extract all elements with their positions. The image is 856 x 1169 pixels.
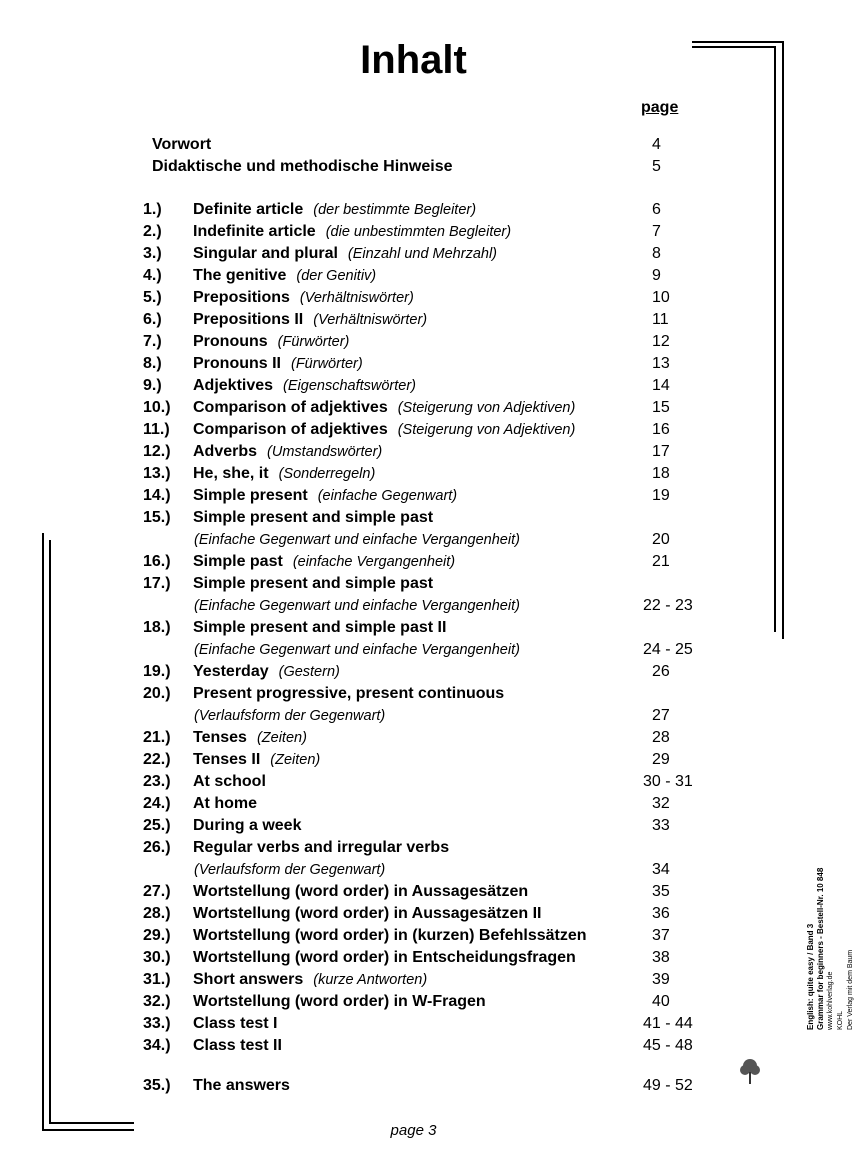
publisher-slogan: Der Verlag mit dem Baum	[847, 949, 854, 1030]
entry-title-text: Tenses II	[193, 751, 261, 768]
publisher-name: KOHL	[837, 1010, 844, 1030]
entry-german-note: (Sonderregeln)	[278, 466, 376, 482]
entry-title	[193, 771, 266, 793]
entry-title-text: Wortstellung (word order) in Aussagesätzen II	[193, 905, 542, 922]
entry-german-note: (einfache Gegenwart)	[317, 488, 458, 504]
toc-entry-row	[0, 749, 827, 771]
toc-entry-row	[0, 727, 827, 749]
page-number: 10	[652, 289, 670, 306]
entry-number: 26.)	[143, 839, 171, 856]
entry-title-text: Tenses	[193, 729, 247, 746]
entry-title-text: At school	[193, 773, 266, 790]
toc-entry-subrow	[0, 639, 827, 661]
toc-entry-row	[0, 815, 827, 837]
page-number: 8	[652, 245, 661, 262]
entry-title-text: During a week	[193, 817, 302, 834]
entry-german-subtitle: (Einfache Gegenwart und einfache Vergangenheit)	[194, 642, 520, 658]
toc-entry-row	[0, 1013, 827, 1035]
entry-title-text: Comparison of adjektives	[193, 421, 388, 438]
toc-entry-row	[0, 1075, 827, 1097]
page-number: 9	[652, 267, 661, 284]
entry-number: 20.)	[143, 685, 171, 702]
entry-title	[193, 441, 382, 463]
entry-number: 28.)	[143, 905, 171, 922]
entry-title-text: Definite article	[193, 201, 304, 218]
entry-number: 31.)	[143, 971, 171, 988]
entry-german-note: (einfache Vergangenheit)	[292, 554, 456, 570]
entry-title-text: Simple present and simple past	[193, 509, 434, 526]
entry-german-note: (Einzahl und Mehrzahl)	[347, 246, 498, 262]
entry-number: 12.)	[143, 443, 171, 460]
page-number: 33	[652, 817, 670, 834]
entry-number: 13.)	[143, 465, 171, 482]
toc-entry-row	[0, 375, 827, 397]
entry-number: 24.)	[143, 795, 171, 812]
entry-title-text: Wortstellung (word order) in Aussagesätzen	[193, 883, 529, 900]
page-number: 39	[652, 971, 670, 988]
entry-title-text: At home	[193, 795, 257, 812]
entry-german-note: (Verhältniswörter)	[313, 312, 428, 328]
entry-number: 8.)	[143, 355, 162, 372]
entry-title	[193, 1013, 277, 1035]
toc-entry-row	[0, 947, 827, 969]
page-number: 19	[652, 487, 670, 504]
entry-number: 23.)	[143, 773, 171, 790]
entry-german-subtitle: (Einfache Gegenwart und einfache Vergangenheit)	[194, 532, 520, 548]
publisher-website: www.kohlverlag.de	[827, 971, 834, 1030]
toc-entry-subrow	[0, 859, 827, 881]
entry-title	[193, 727, 307, 749]
entry-title-text: Wortstellung (word order) in Entscheidungsfragen	[193, 949, 576, 966]
publisher-tree-logo-icon	[740, 1058, 760, 1086]
page-number: 26	[652, 663, 670, 680]
page-number: 29	[652, 751, 670, 768]
toc-entry-row	[0, 617, 827, 639]
entry-title	[193, 221, 511, 243]
toc-entry-row	[0, 243, 827, 265]
page-number: 18	[652, 465, 670, 482]
entry-title	[193, 617, 446, 639]
entry-title-text: Simple present and simple past	[193, 575, 434, 592]
entry-number: 17.)	[143, 575, 171, 592]
entry-title-text: The genitive	[193, 267, 287, 284]
toc-entry-subrow	[0, 705, 827, 727]
toc-entry-row	[0, 551, 827, 573]
page-number: 20	[652, 531, 670, 548]
entry-number: 2.)	[143, 223, 162, 240]
page-number: 34	[652, 861, 670, 878]
entry-number: 33.)	[143, 1015, 171, 1032]
page-number: 17	[652, 443, 670, 460]
toc-entry-row	[0, 925, 827, 947]
toc-entry-row	[0, 683, 827, 705]
page-number: 24 - 25	[643, 641, 693, 658]
entry-title	[193, 793, 257, 815]
entry-number: 29.)	[143, 927, 171, 944]
entry-title	[193, 1075, 290, 1097]
toc-entry-row	[0, 881, 827, 903]
entry-title	[193, 991, 486, 1013]
entry-title	[193, 375, 416, 397]
toc-entry-row	[0, 397, 827, 419]
entry-title-text: Yesterday	[193, 663, 269, 680]
page-column-header: page	[641, 99, 679, 116]
book-subtitle-order-number: Grammar for beginners - Bestell-Nr. 10 848	[816, 867, 825, 1030]
entry-title-text: Simple past	[193, 553, 283, 570]
page-number: 7	[652, 223, 661, 240]
entry-title	[193, 287, 414, 309]
entry-title-text: Regular verbs and irregular verbs	[193, 839, 450, 856]
toc-entry-row	[0, 331, 827, 353]
entry-number: 27.)	[143, 883, 171, 900]
entry-title-text: Wortstellung (word order) in W-Fragen	[193, 993, 486, 1010]
entry-german-note: (Fürwörter)	[291, 356, 363, 372]
entry-title-text: Simple present	[193, 487, 308, 504]
toc-entry-row	[0, 485, 827, 507]
entry-title-text: He, she, it	[193, 465, 269, 482]
entry-title	[193, 837, 449, 859]
entry-title	[193, 749, 320, 771]
toc-intro-title: Didaktische und methodische Hinweise	[152, 158, 453, 175]
entry-number: 5.)	[143, 289, 162, 306]
entry-title-text: Pronouns	[193, 333, 268, 350]
page-number: 38	[652, 949, 670, 966]
entry-title-text: Adverbs	[193, 443, 258, 460]
entry-number: 22.)	[143, 751, 171, 768]
page-number: 15	[652, 399, 670, 416]
toc-intro-row	[0, 156, 827, 178]
entry-title-text: Pronouns II	[193, 355, 281, 372]
entry-title	[193, 683, 504, 705]
page-number: 35	[652, 883, 670, 900]
toc-entry-row	[0, 287, 827, 309]
entry-number: 35.)	[143, 1077, 171, 1094]
entry-number: 11.)	[143, 421, 170, 438]
entry-number: 10.)	[143, 399, 171, 416]
entry-number: 7.)	[143, 333, 162, 350]
entry-german-note: (die unbestimmten Begleiter)	[325, 224, 512, 240]
toc-entry-row	[0, 309, 827, 331]
entry-german-note: (kurze Antworten)	[313, 972, 428, 988]
entry-german-subtitle: (Einfache Gegenwart und einfache Vergangenheit)	[194, 598, 520, 614]
entry-title-text: Present progressive, present continuous	[193, 685, 505, 702]
entry-title	[193, 243, 497, 265]
entry-german-note: (der Genitiv)	[296, 268, 377, 284]
page-number: 21	[652, 553, 670, 570]
page-number: 30 - 31	[643, 773, 693, 790]
entry-number: 16.)	[143, 553, 171, 570]
entry-title-text: Indefinite article	[193, 223, 316, 240]
page-number: 14	[652, 377, 670, 394]
entry-title	[193, 309, 427, 331]
entry-number: 3.)	[143, 245, 162, 262]
entry-title-text: Class test II	[193, 1037, 282, 1054]
page-number: 41 - 44	[643, 1015, 693, 1032]
entry-number: 9.)	[143, 377, 162, 394]
entry-number: 14.)	[143, 487, 171, 504]
toc-entry-row	[0, 837, 827, 859]
entry-title-text: Simple present and simple past II	[193, 619, 447, 636]
toc-entry-row	[0, 903, 827, 925]
entry-german-note: (Steigerung von Adjektiven)	[397, 400, 576, 416]
entry-title	[193, 815, 301, 837]
page-number: 40	[652, 993, 670, 1010]
entry-number: 15.)	[143, 509, 171, 526]
entry-number: 25.)	[143, 817, 171, 834]
entry-title	[193, 199, 476, 221]
toc-entry-row	[0, 221, 827, 243]
frame-top-right-h1	[692, 41, 784, 43]
entry-title-text: The answers	[193, 1077, 290, 1094]
entry-german-note: (Eigenschaftswörter)	[283, 378, 417, 394]
page-title: Inhalt	[360, 38, 467, 82]
toc-entry-row	[0, 507, 827, 529]
toc-intro-title: Vorwort	[152, 136, 212, 153]
page-number: 5	[652, 158, 661, 175]
toc-entry-row	[0, 353, 827, 375]
entry-number: 18.)	[143, 619, 171, 636]
entry-number: 19.)	[143, 663, 171, 680]
frame-top-right-h2	[692, 46, 776, 48]
side-publisher-info	[806, 868, 856, 1030]
entry-title	[193, 881, 528, 903]
page-number: 45 - 48	[643, 1037, 693, 1054]
entry-title-text: Prepositions	[193, 289, 290, 306]
entry-number: 1.)	[143, 201, 162, 218]
entry-german-note: (der bestimmte Begleiter)	[313, 202, 477, 218]
page-number: 12	[652, 333, 670, 350]
entry-title	[193, 507, 433, 529]
frame-top-right-v2	[774, 46, 776, 632]
entry-german-note: (Umstandswörter)	[267, 444, 383, 460]
entry-german-subtitle: (Verlaufsform der Gegenwart)	[194, 862, 386, 878]
entry-title	[193, 661, 340, 683]
frame-bottom-left-h1	[42, 1129, 134, 1131]
entry-title	[193, 969, 427, 991]
page-number: 32	[652, 795, 670, 812]
entry-title-text: Short answers	[193, 971, 304, 988]
entry-german-note: (Fürwörter)	[277, 334, 350, 350]
toc-entry-row	[0, 793, 827, 815]
page-number: 37	[652, 927, 670, 944]
entry-german-note: (Gestern)	[278, 664, 340, 680]
page-number: 4	[652, 136, 661, 153]
toc-intro-row	[0, 134, 827, 156]
page-number: 27	[652, 707, 670, 724]
page-number: 22 - 23	[643, 597, 693, 614]
toc-entry-row	[0, 265, 827, 287]
toc-entry-subrow	[0, 595, 827, 617]
entry-number: 30.)	[143, 949, 171, 966]
entry-german-note: (Steigerung von Adjektiven)	[397, 422, 576, 438]
entry-german-note: (Verhältniswörter)	[299, 290, 414, 306]
toc-entry-row	[0, 991, 827, 1013]
toc-entry-subrow	[0, 529, 827, 551]
entry-number: 34.)	[143, 1037, 171, 1054]
page-number: 16	[652, 421, 670, 438]
page-number-footer: page 3	[390, 1122, 437, 1139]
entry-number: 6.)	[143, 311, 162, 328]
page-number: 11	[652, 311, 669, 328]
entry-title	[193, 265, 376, 287]
entry-number: 32.)	[143, 993, 171, 1010]
entry-german-note: (Zeiten)	[256, 730, 307, 746]
entry-title	[193, 573, 433, 595]
entry-title	[193, 463, 375, 485]
entry-title	[193, 903, 541, 925]
entry-title	[193, 419, 575, 441]
entry-number: 21.)	[143, 729, 171, 746]
toc-entry-row	[0, 969, 827, 991]
entry-title	[193, 353, 363, 375]
entry-title	[193, 551, 455, 573]
page-number: 13	[652, 355, 670, 372]
frame-bottom-left-h2	[49, 1122, 134, 1124]
entry-german-note: (Zeiten)	[270, 752, 321, 768]
entry-title-text: Class test I	[193, 1015, 278, 1032]
toc-entry-row	[0, 419, 827, 441]
entry-german-subtitle: (Verlaufsform der Gegenwart)	[194, 708, 386, 724]
frame-bottom-left-v2	[49, 540, 51, 1124]
entry-title-text: Adjektives	[193, 377, 274, 394]
entry-title	[193, 1035, 282, 1057]
page-number: 36	[652, 905, 670, 922]
entry-title-text: Comparison of adjektives	[193, 399, 388, 416]
entry-title	[193, 397, 575, 419]
frame-top-right-v1	[782, 41, 784, 639]
page-number: 28	[652, 729, 670, 746]
page-number: 49 - 52	[643, 1077, 693, 1094]
entry-title	[193, 331, 349, 353]
toc-entry-row	[0, 463, 827, 485]
page-number: 6	[652, 201, 661, 218]
entry-title-text: Prepositions II	[193, 311, 304, 328]
entry-title	[193, 947, 576, 969]
entry-number: 4.)	[143, 267, 162, 284]
series-title: English: quite easy / Band 3	[806, 923, 815, 1030]
entry-title-text: Singular and plural	[193, 245, 338, 262]
toc-entry-row	[0, 661, 827, 683]
toc-entry-row	[0, 771, 827, 793]
frame-bottom-left-v1	[42, 533, 44, 1131]
toc-entry-row	[0, 199, 827, 221]
entry-title	[193, 925, 587, 947]
entry-title-text: Wortstellung (word order) in (kurzen) Befehlssätzen	[193, 927, 587, 944]
toc-entry-row	[0, 441, 827, 463]
toc-entry-row	[0, 1035, 827, 1057]
toc-entry-row	[0, 573, 827, 595]
entry-title	[193, 485, 457, 507]
